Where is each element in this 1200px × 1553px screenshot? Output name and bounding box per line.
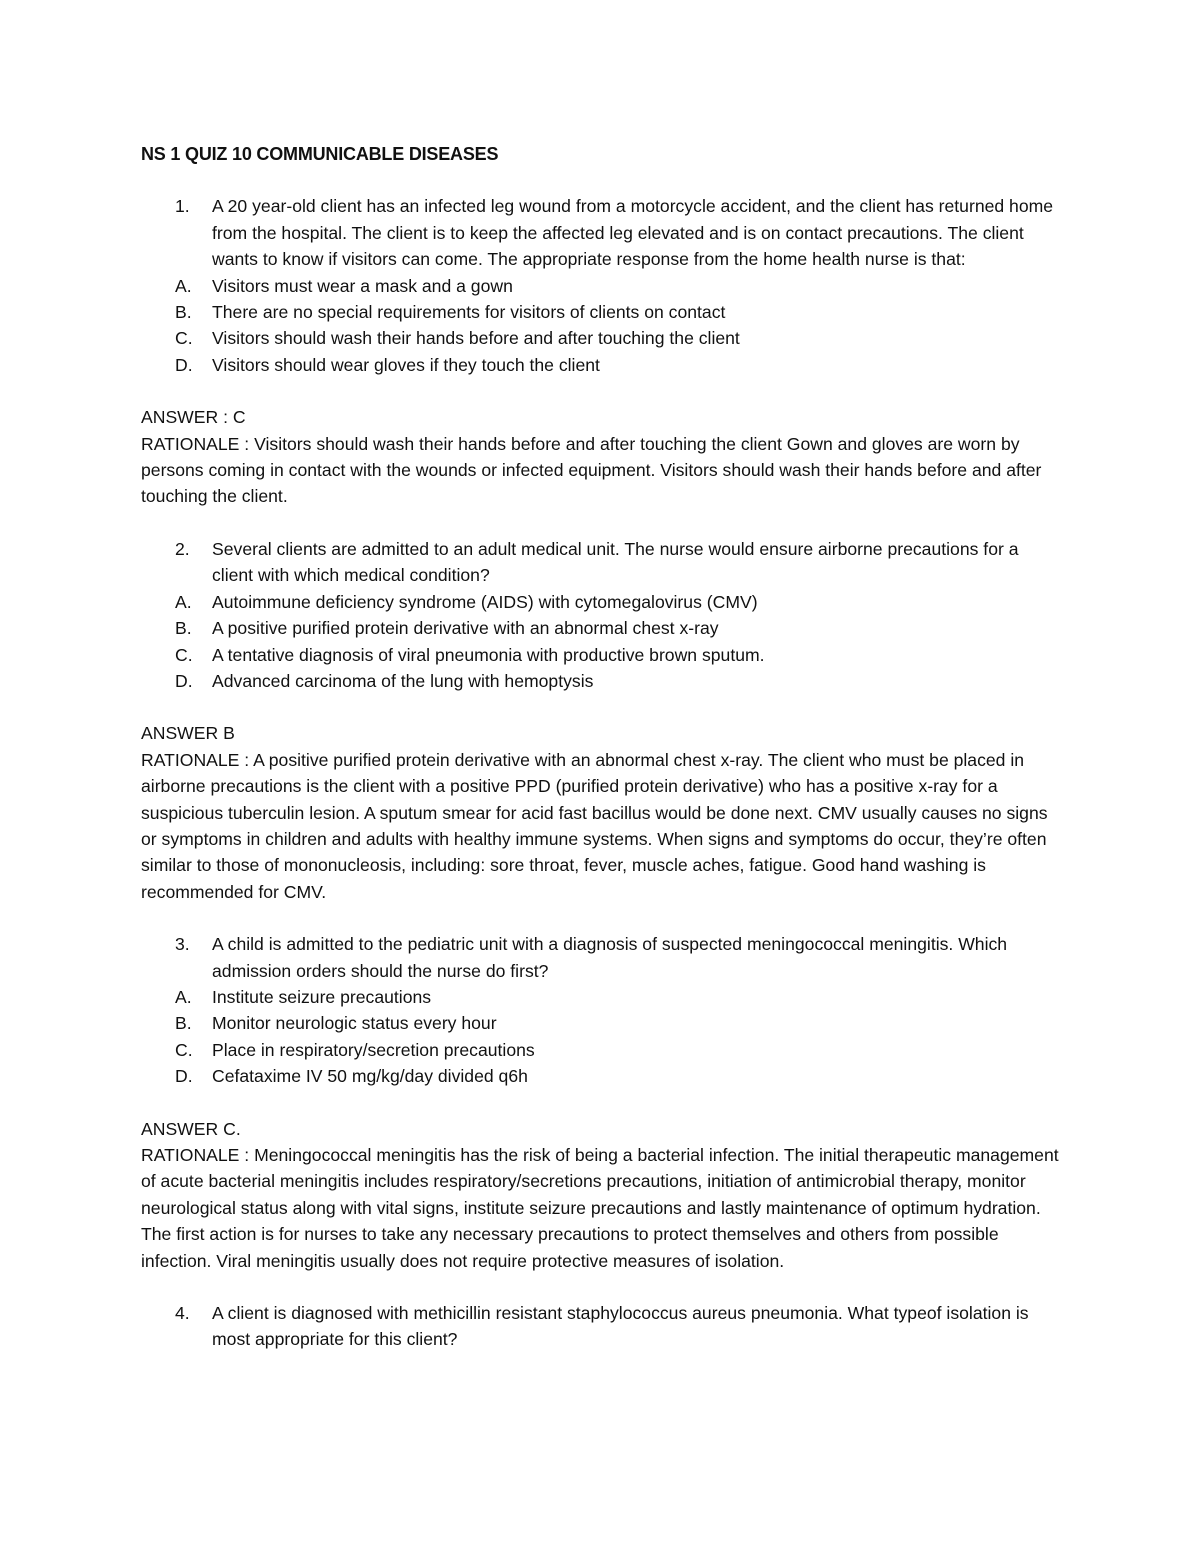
question-stem (141, 193, 1061, 272)
question-3 (141, 931, 1061, 1274)
option-text: Cefataxime IV 50 mg/kg/day divided q6h (212, 1066, 528, 1087)
option-text: A tentative diagnosis of viral pneumonia with productive brown sputum. (212, 644, 765, 665)
option-letter: A. (175, 591, 192, 612)
answer-block (141, 1116, 1061, 1274)
question-number: 4. (175, 1303, 190, 1324)
option-text: Visitors should wear gloves if they touch the client (212, 354, 600, 375)
option-letter: C. (175, 328, 193, 349)
option-letter: C. (175, 1039, 193, 1060)
option-a (141, 984, 1061, 1010)
spacer (141, 905, 1061, 931)
option-letter: B. (175, 302, 192, 323)
option-letter: D. (175, 670, 193, 691)
option-a (141, 589, 1061, 615)
question-text: Several clients are admitted to an adult medical unit. The nurse would ensure airborne precautions for a client with which medical condition? (212, 538, 1019, 586)
spacer (141, 510, 1061, 536)
answer-block (141, 720, 1061, 905)
question-stem (141, 931, 1061, 984)
question-4 (141, 1300, 1061, 1353)
question-text: A client is diagnosed with methicillin resistant staphylococcus aureus pneumonia. What typeof isolation is most appropriate for this client? (212, 1303, 1029, 1350)
option-text: Visitors should wash their hands before and after touching the client (212, 328, 740, 349)
option-text: There are no special requirements for visitors of clients on contact (212, 302, 726, 323)
option-b (141, 299, 1061, 325)
question-stem (141, 536, 1061, 589)
option-text: Monitor neurologic status every hour (212, 1013, 497, 1034)
option-letter: B. (175, 618, 192, 639)
option-d (141, 1063, 1061, 1089)
question-2 (141, 536, 1061, 905)
answer-label: ANSWER B (141, 723, 235, 744)
option-b (141, 1010, 1061, 1036)
answer-label: ANSWER : C (141, 407, 246, 428)
option-c (141, 325, 1061, 351)
option-c (141, 1037, 1061, 1063)
question-text: A child is admitted to the pediatric unit with a diagnosis of suspected meningococcal meningitis. Which admission orders should the nurse do first? (212, 934, 1008, 981)
document-title: NS 1 QUIZ 10 COMMUNICABLE DISEASES (141, 144, 499, 164)
rationale-text: RATIONALE : Visitors should wash their hands before and after touching the client Gown and gloves are worn by persons coming in contact with the wounds or infected equipment. Visitors should wash their hands before and after touching the client. (141, 433, 1042, 507)
option-text: A positive purified protein derivative with an abnormal chest x-ray (212, 618, 719, 639)
option-letter: D. (175, 1066, 193, 1087)
option-letter: B. (175, 1013, 192, 1034)
question-text: A 20 year-old client has an infected leg wound from a motorcycle accident, and the client has returned home from the hospital. The client is to keep the affected leg elevated and is on contact precautions. The client wants to know if visitors can come. The appropriate response from the home health nurse is that: (212, 196, 1054, 270)
spacer (141, 1274, 1061, 1300)
answer-block (141, 404, 1061, 510)
question-1 (141, 193, 1061, 509)
option-letter: D. (175, 354, 193, 375)
option-text: Advanced carcinoma of the lung with hemoptysis (212, 670, 594, 691)
rationale-text: RATIONALE : Meningococcal meningitis has the risk of being a bacterial infection. The initial therapeutic management of acute bacterial meningitis includes respiratory/secretions precautions, initiation of antimicrobial therapy, monitor neurological status along with vital signs, institute seizure precautions and lastly maintenance of optimum hydration. The first action is for nurses to take any necessary precautions to protect themselves and others from possible infection. Viral meningitis usually does not require protective measures of isolation. (141, 1145, 1059, 1271)
question-number: 2. (175, 538, 190, 559)
option-text: Institute seizure precautions (212, 986, 432, 1007)
option-letter: C. (175, 644, 193, 665)
rationale-text: RATIONALE : A positive purified protein derivative with an abnormal chest x-ray. The client who must be placed in airborne precautions is the client with a positive PPD (purified protein derivative) who has a positive x-ray for a suspicious tuberculin lesion. A sputum smear for acid fast bacillus would be done next. CMV usually causes no signs or symptoms in children and adults with healthy immune systems. When signs and symptoms do occur, they’re often similar to those of mononucleosis, including: sore throat, fever, muscle aches, fatigue. Good hand washing is recommended for CMV. (141, 749, 1048, 902)
option-text: Visitors must wear a mask and a gown (212, 275, 513, 296)
question-number: 3. (175, 934, 190, 955)
option-d (141, 352, 1061, 378)
option-a (141, 273, 1061, 299)
question-stem (141, 1300, 1061, 1353)
option-text: Autoimmune deficiency syndrome (AIDS) with cytomegalovirus (CMV) (212, 591, 758, 612)
option-text: Place in respiratory/secretion precautions (212, 1039, 535, 1060)
document-body (141, 141, 1061, 1353)
option-b (141, 615, 1061, 641)
answer-label: ANSWER C. (141, 1118, 241, 1139)
option-c (141, 642, 1061, 668)
option-d (141, 668, 1061, 694)
option-letter: A. (175, 275, 192, 296)
option-letter: A. (175, 986, 192, 1007)
question-number: 1. (175, 196, 190, 217)
